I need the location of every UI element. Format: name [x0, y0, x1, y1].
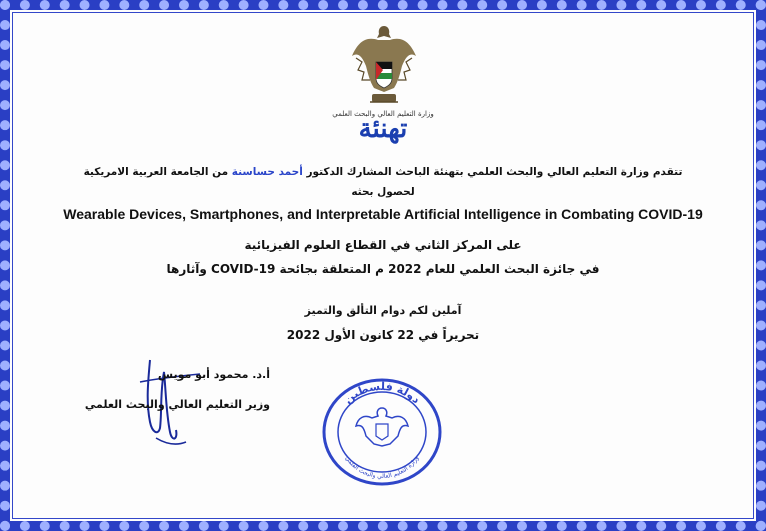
- palestine-eagle-emblem-icon: [348, 22, 420, 108]
- prize-line: في جائزة البحث العلمي للعام 2022 م المتعلقة بجائحة COVID-19 وآثارها: [166, 262, 600, 276]
- seal-bottom-text: وزارة التعليم العالي والبحث العلمي: [343, 454, 421, 481]
- researcher-name: أحمد حساسنة: [231, 166, 303, 178]
- minister-name: أ.د. محمود أبو مويس: [157, 368, 270, 381]
- certificate-title: تهنئة: [358, 114, 408, 144]
- svg-text:دولة فلسطين: [342, 380, 423, 407]
- wishes-line: آملين لكم دوام التألق والتميز: [304, 304, 462, 317]
- line2: لحصول بحثه: [351, 186, 415, 198]
- congratulation-line: [40, 166, 726, 178]
- svg-text:وزارة التعليم العالي والبحث ال: [344, 455, 421, 480]
- award-line: على المركز الثاني في القطاع العلوم الفيزيائية: [244, 238, 522, 252]
- seal-top-text: دولة فلسطين: [341, 379, 423, 407]
- research-title: Wearable Devices, Smartphones, and Interpretable Artificial Intelligence in Combating COVID-19: [63, 206, 703, 222]
- line1-pre: تتقدم وزارة التعليم العالي والبحث العلمي بتهنئة الباحث المشارك الدكتور: [306, 166, 683, 178]
- minister-title: وزير التعليم العالي والبحث العلمي: [84, 398, 270, 411]
- ministry-caption: وزارة التعليم العالي والبحث العلمي: [332, 110, 434, 118]
- date-line: تحريراً في 22 كانون الأول 2022: [286, 328, 480, 342]
- official-seal-stamp: [318, 374, 446, 486]
- line1-post: من الجامعة العربية الامريكية: [83, 166, 229, 178]
